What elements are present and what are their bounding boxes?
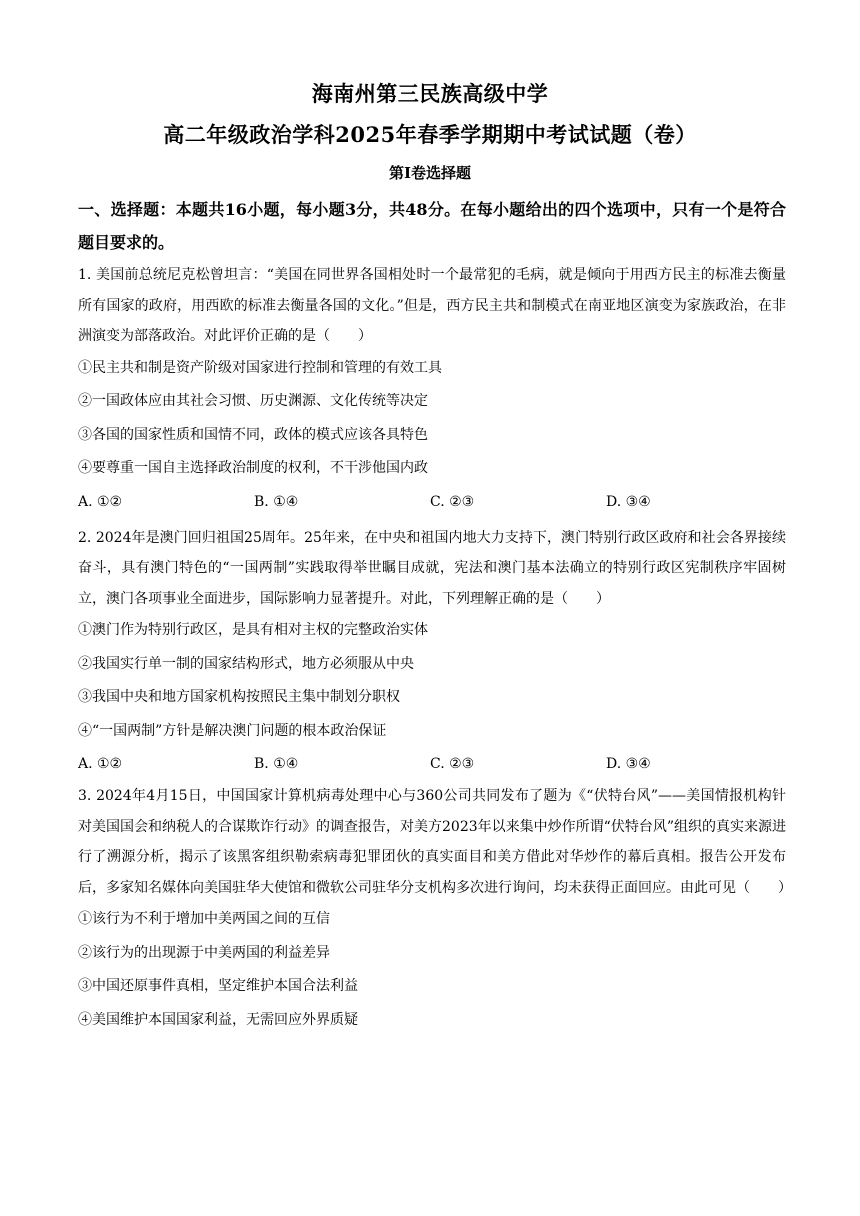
question-2 [78, 523, 786, 781]
school-name: 海南州第三民族高级中学 [311, 81, 549, 106]
statement-option: ④美国维护本国国家利益，无需回应外界质疑 [78, 1011, 358, 1028]
choice-c: C. ②③ [430, 493, 475, 510]
question-stem: 2. 2024年是澳门回归祖国25周年。25年来，在中央和祖国内地大力支持下，澳门特别行政区政府和社会各界接续奋斗，具有澳门特色的“一国两制”实践取得举世瞩目成就，宪法和澳门基本法确立的特别行政区宪制秩序牢固树立，澳门各项事业全面进步，国际影响力显著提升。对此，下列理解正确的是（ ） [78, 529, 786, 607]
statement-option: ①民主共和制是资产阶级对国家进行控制和管理的有效工具 [78, 359, 442, 376]
statement-option: ④要尊重一国自主选择政治制度的权利，不干涉他国内政 [78, 460, 428, 476]
choice-b: B. ①④ [254, 756, 299, 772]
choice-d: D. ③④ [606, 493, 651, 510]
statement-option: ③中国还原事件真相，坚定维护本国合法利益 [78, 978, 358, 994]
exam-content [78, 193, 792, 1037]
question-3 [78, 781, 792, 1037]
choice-a: A. ①② [78, 493, 123, 510]
statement-option: ①该行为不利于增加中美两国之间的互信 [78, 911, 330, 927]
statement-option: ③各国的国家性质和国情不同，政体的模式应该各具特色 [78, 426, 428, 443]
part-title: 第Ⅰ卷选择题 [388, 164, 472, 182]
answer-choices [78, 748, 786, 780]
statement-option: ③我国中央和地方国家机构按照民主集中制划分职权 [78, 689, 400, 705]
statement-option: ②我国实行单一制的国家结构形式，地方必须服从中央 [78, 655, 414, 672]
answer-choices [78, 486, 786, 518]
statement-option: ②一国政体应由其社会习惯、历史渊源、文化传统等决定 [78, 393, 428, 409]
statement-option: ④“一国两制”方针是解决澳门问题的根本政治保证 [78, 722, 387, 739]
choice-d: D. ③④ [606, 756, 651, 772]
question-1 [78, 260, 786, 518]
exam-title: 高二年级政治学科2025年春季学期期中考试试题（卷） [163, 122, 697, 147]
choice-c: C. ②③ [430, 756, 475, 772]
statement-option: ①澳门作为特别行政区，是具有相对主权的完整政治实体 [78, 622, 428, 638]
question-stem: 1. 美国前总统尼克松曾坦言：“美国在同世界各国相处时一个最常犯的毛病，就是倾向于用西方民主的标准去衡量所有国家的政府，用西欧的标准去衡量各国的文化。”但是，西方民主共和制模式在南亚地区演变为家族政治，在非洲演变为部落政治。对此评价正确的是（ ） [78, 267, 786, 344]
statement-option: ②该行为的出现源于中美两国的利益差异 [78, 944, 330, 961]
choice-a: A. ①② [78, 756, 123, 772]
section-instructions: 一、选择题：本题共16小题，每小题3分，共48分。在每小题给出的四个选项中，只有一个是符合题目要求的。 [78, 200, 786, 252]
choice-b: B. ①④ [254, 493, 299, 510]
question-stem: 3. 2024年4月15日，中国国家计算机病毒处理中心与360公司共同发布了题为《“伏特台风”——美国情报机构针对美国国会和纳税人的合谋欺诈行动》的调查报告，对美方2023年以来集中炒作所谓“伏特台风”组织的真实来源进行了溯源分析，揭示了该黑客组织勒索病毒犯罪团伙的真实面目和美方借此对华炒作的幕后真相。报告公开发布后，多家知名媒体向美国驻华大使馆和微软公司驻华分支机构多次进行询问，均未获得正面回应。由此可见（ ） [78, 788, 792, 896]
